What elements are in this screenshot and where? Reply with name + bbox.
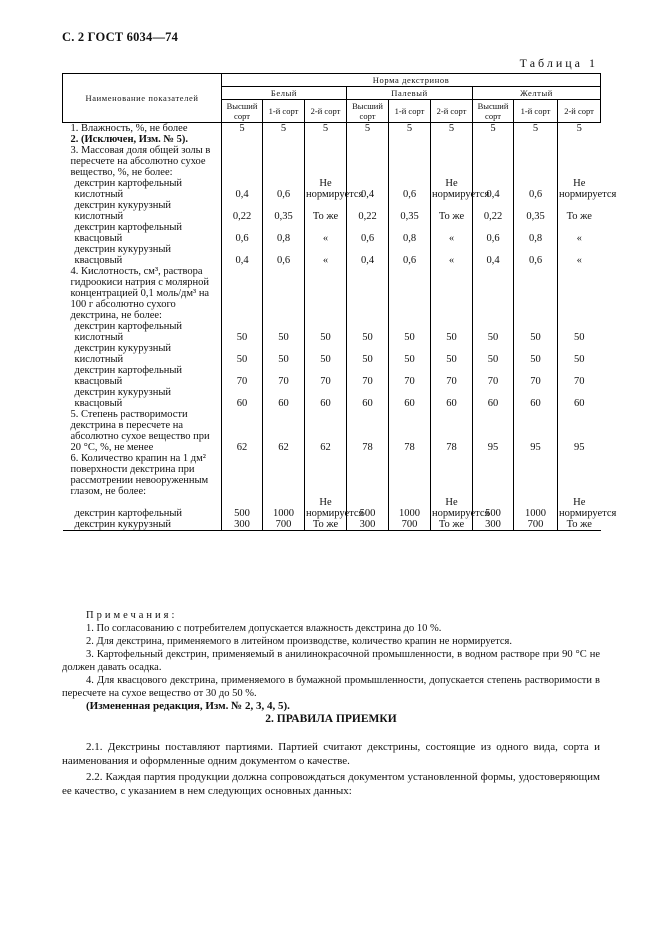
norms-table [62,73,617,531]
row-name: 4. Кислотность, см³, раствора гидроокиси натрия с молярной концентрацией 0,1 моль/дм³ на 100 г абсолютно сухого декстрина, не более: [70,266,210,321]
row-value: То же [558,200,601,222]
row-value: 70 [222,365,263,387]
table-row [63,387,601,409]
row-value: 50 [431,343,473,365]
row-value: То же [305,200,347,222]
row-value: 70 [473,365,514,387]
row-value [263,453,305,497]
row-value: 50 [473,321,514,343]
row-value: 0,35 [389,200,431,222]
row-value: 50 [558,321,601,343]
row-value: 70 [514,365,558,387]
subcol-second: 2-й сорт [558,100,601,123]
row-value: 50 [263,343,305,365]
row-value: 5 [514,123,558,135]
row-value: Не нормируется [306,178,364,200]
row-value: 70 [305,365,347,387]
row-value: 0,6 [263,178,305,200]
row-value: 1000 [389,497,431,519]
row-value: 0,8 [389,222,431,244]
row-name: 5. Степень растворимости декстрина в пересчете на абсолютно сухое вещество при 20 °С, %, не менее [70,409,210,453]
row-value: 1000 [263,497,305,519]
subcol-premium: Высший сорт [473,100,514,123]
row-value: 5 [305,123,347,135]
row-value: « [558,222,601,244]
row-value: 0,6 [389,244,431,266]
paragraph: 2.2. Каждая партия продукции должна сопровождаться документом установленной формы, удостоверяющим ее качество, с указанием в нем следующих основных данных: [62,771,600,797]
row-value: 0,4 [347,244,389,266]
row-value [305,134,347,145]
row-value [222,134,263,145]
row-value: 300 [347,519,389,531]
row-value: 60 [431,387,473,409]
row-value [431,145,473,178]
row-value [514,266,558,321]
group-yellow: Желтый [473,87,601,100]
row-value: 0,35 [263,200,305,222]
note-item: 2. Для декстрина, применяемого в литейном производстве, количество крапин не нормируется. [86,636,513,647]
row-value [222,453,263,497]
row-value: 0,4 [222,178,263,200]
row-name: 3. Массовая доля общей золы в пересчете на абсолютно сухое вещество, %, не более: [70,145,211,178]
row-name: декстрин кукурузный квасцовый [74,244,172,266]
subcol-first: 1-й сорт [514,100,558,123]
row-value: 50 [263,321,305,343]
row-name: декстрин картофельный кислотный [74,178,183,200]
table-row [63,519,601,531]
section-title: 2. ПРАВИЛА ПРИЕМКИ [265,713,397,725]
row-value: 50 [389,343,431,365]
row-value: 78 [389,409,431,453]
table-row [63,321,601,343]
row-name: декстрин картофельный [74,508,183,519]
row-value [558,134,601,145]
row-value [263,266,305,321]
row-value [473,266,514,321]
row-value: 50 [558,343,601,365]
row-value: 60 [558,387,601,409]
table-row [63,134,601,145]
row-value: 50 [222,321,263,343]
row-value: 700 [389,519,431,531]
row-value: 95 [514,409,558,453]
row-value: 50 [389,321,431,343]
table-row [63,222,601,244]
table-row [63,365,601,387]
row-value [263,145,305,178]
row-value: То же [305,519,347,531]
row-name: 1. Влажность, %, не более [70,123,188,134]
subcol-premium: Высший сорт [222,100,263,123]
row-value: 78 [431,409,473,453]
row-value: То же [558,519,601,531]
table-row [63,266,601,321]
row-value: 500 [347,497,389,519]
row-value: 70 [347,365,389,387]
row-value: 700 [514,519,558,531]
row-value [263,134,305,145]
row-value: 700 [263,519,305,531]
row-value: 0,4 [473,244,514,266]
row-value: 95 [473,409,514,453]
group-header: Норма декстринов [222,74,601,87]
row-value: 5 [263,123,305,135]
row-value: 0,6 [514,178,558,200]
row-value: 0,8 [514,222,558,244]
subcol-premium: Высший сорт [347,100,389,123]
row-value [347,266,389,321]
subcol-first: 1-й сорт [389,100,431,123]
row-value: 0,6 [514,244,558,266]
row-value: 50 [222,343,263,365]
row-value: 5 [431,123,473,135]
revision-note: (Измененная редакция, Изм. № 2, 3, 4, 5). [86,700,290,712]
table-row [63,244,601,266]
table-row [63,453,601,497]
row-value: 70 [389,365,431,387]
row-value [389,145,431,178]
group-white: Белый [222,87,347,100]
row-value [473,145,514,178]
row-value: 0,22 [222,200,263,222]
row-value [431,134,473,145]
row-value [222,145,263,178]
row-value: 0,6 [263,244,305,266]
row-value: 500 [222,497,263,519]
row-value: 50 [514,321,558,343]
table-row [63,409,601,453]
note-item: 1. По согласованию с потребителем допускается влажность декстрина до 10 %. [86,623,442,634]
row-value: « [431,222,473,244]
row-value: 70 [558,365,601,387]
col-name-header: Наименование показателей [63,74,222,123]
row-value [558,145,601,178]
row-value: 5 [473,123,514,135]
row-value [558,453,601,497]
paragraph: 2.1. Декстрины поставляют партиями. Партией считают декстрины, состоящие из одного вида, сорта и наименования и оформленные одним документом о качестве. [62,741,600,767]
row-name: 2. (Исключен, Изм. № 5). [70,134,188,145]
row-value: 50 [305,321,347,343]
row-value: « [305,222,347,244]
row-value: Не нормируется [432,178,490,200]
row-name: декстрин картофельный кислотный [74,321,183,343]
row-value: 62 [222,409,263,453]
row-value: То же [431,519,473,531]
row-value: 0,6 [347,222,389,244]
row-value [222,266,263,321]
row-name: декстрин кукурузный квасцовый [74,387,172,409]
row-value: 5 [222,123,263,135]
row-value: 0,6 [222,222,263,244]
row-value [305,145,347,178]
row-value [347,134,389,145]
row-value: 300 [222,519,263,531]
row-value [473,134,514,145]
row-value: Не нормируется [559,178,617,200]
row-value [389,266,431,321]
row-value: « [305,244,347,266]
row-value [514,145,558,178]
row-name: декстрин картофельный квасцовый [74,222,183,244]
row-value [347,453,389,497]
row-value: 60 [389,387,431,409]
row-value: 50 [305,343,347,365]
row-value: 0,35 [514,200,558,222]
table-row [63,343,601,365]
row-value: 60 [222,387,263,409]
row-value: 60 [347,387,389,409]
row-value: 0,4 [473,178,514,200]
row-value: 78 [347,409,389,453]
row-value: 5 [558,123,601,135]
table-row [63,145,601,178]
row-value: 50 [347,321,389,343]
row-value: 60 [263,387,305,409]
row-value [514,453,558,497]
row-value [431,453,473,497]
subcol-first: 1-й сорт [263,100,305,123]
row-value [473,453,514,497]
table-row [63,178,601,200]
row-value: 0,6 [473,222,514,244]
row-value: 0,4 [347,178,389,200]
row-value: 50 [431,321,473,343]
row-value [347,145,389,178]
row-value: 60 [473,387,514,409]
table-caption: Таблица 1 [519,56,598,70]
notes-block [62,609,600,713]
row-value: 0,6 [389,178,431,200]
group-pale: Палевый [347,87,473,100]
row-value: 50 [347,343,389,365]
table-row [63,123,601,135]
row-value: « [558,244,601,266]
row-value [431,266,473,321]
note-item: 4. Для квасцового декстрина, применяемого в бумажной промышленности, допускается степень растворимости в пересчете на сухое вещество от 30 до 50 %. [62,675,600,699]
row-name: декстрин кукурузный кислотный [74,343,172,365]
row-value: 0,22 [473,200,514,222]
row-value: То же [431,200,473,222]
row-value: 5 [389,123,431,135]
row-value [389,453,431,497]
row-value [514,134,558,145]
row-value: Не нормируется [306,497,364,519]
section-body [62,740,600,800]
row-name: декстрин кукурузный кислотный [74,200,172,222]
row-value: « [431,244,473,266]
row-value: 5 [347,123,389,135]
row-value: 300 [473,519,514,531]
row-value: 62 [263,409,305,453]
row-value: 0,8 [263,222,305,244]
row-value: 50 [473,343,514,365]
row-value: 60 [514,387,558,409]
row-value: 70 [431,365,473,387]
row-value: 50 [514,343,558,365]
row-name: декстрин картофельный квасцовый [74,365,183,387]
page-header: С. 2 ГОСТ 6034—74 [62,30,179,44]
row-value [305,453,347,497]
notes-title: Примечания: [86,610,178,621]
row-value: 0,22 [347,200,389,222]
row-value: 60 [305,387,347,409]
row-value: 62 [305,409,347,453]
row-value [558,266,601,321]
table-row [63,497,601,519]
row-value: 95 [558,409,601,453]
row-value: 1000 [514,497,558,519]
row-value [305,266,347,321]
subcol-second: 2-й сорт [431,100,473,123]
row-value: 0,4 [222,244,263,266]
row-name: декстрин кукурузный [63,519,222,531]
row-name: 6. Количество крапин на 1 дм² поверхности декстрина при рассмотрении невооруженным глазом, не более: [70,453,209,497]
subcol-second: 2-й сорт [305,100,347,123]
row-value: 70 [263,365,305,387]
row-value: 500 [473,497,514,519]
row-value: Не нормируется [432,497,490,519]
row-value: Не нормируется [559,497,617,519]
table-row [63,200,601,222]
note-item: 3. Картофельный декстрин, применяемый в анилинокрасочной промышленности, в водном растворе при 90 °С не должен давать осадка. [62,649,600,673]
row-value [389,134,431,145]
